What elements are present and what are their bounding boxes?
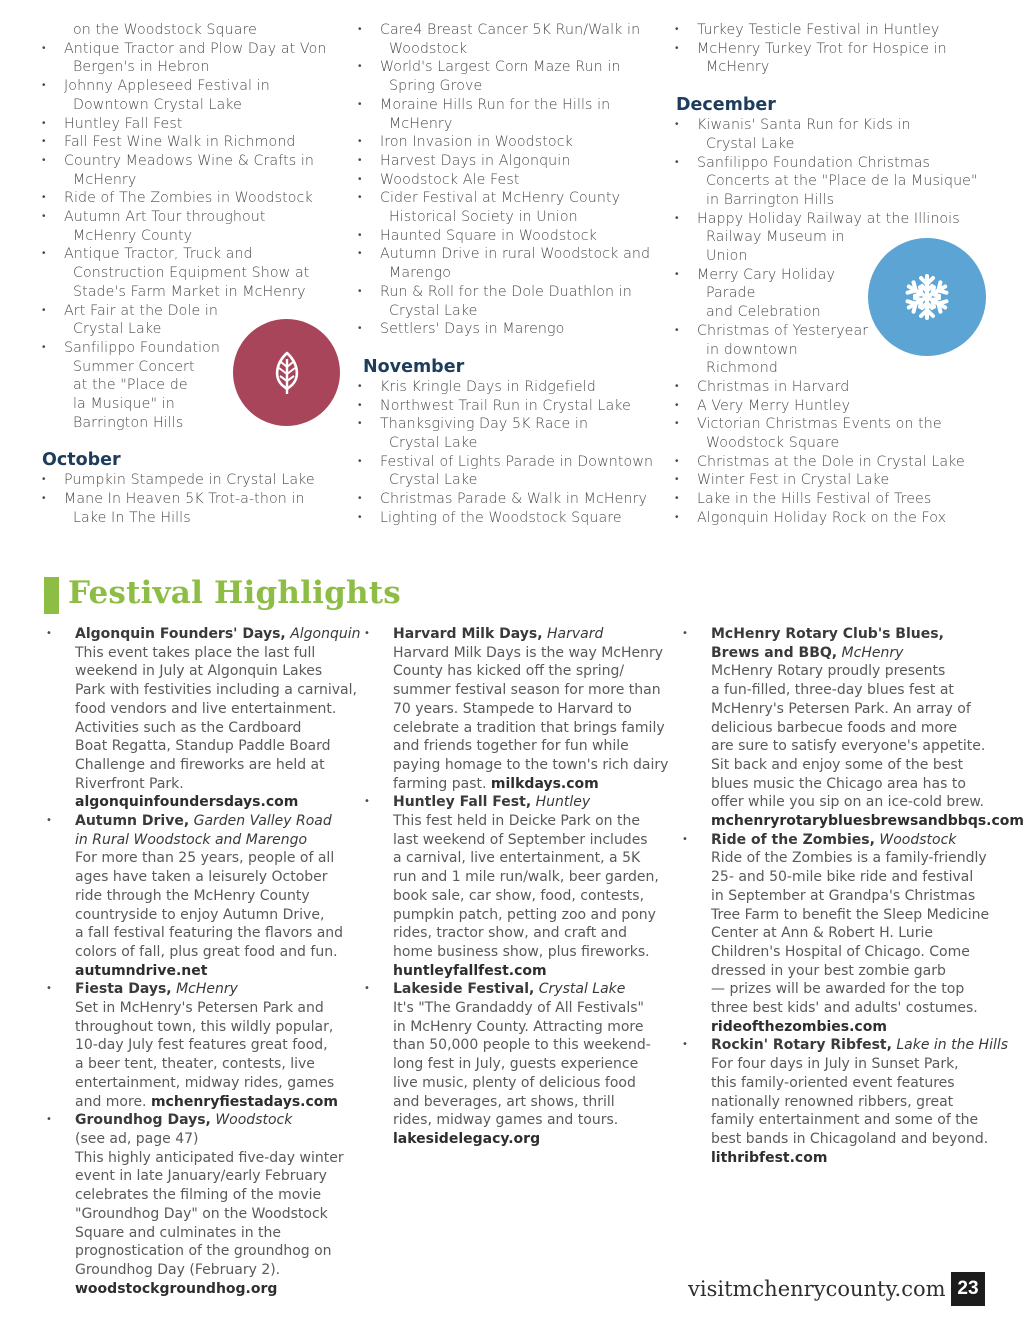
- event-item: Crystal Lake: [389, 302, 478, 319]
- festival-description: a fun-filled, three-day blues fest at: [711, 682, 954, 699]
- festival-description: This fest held in Deicke Park on the: [393, 813, 640, 830]
- festival-name: Autumn Drive,: [75, 813, 190, 830]
- event-item: in Barrington Hills: [706, 191, 835, 208]
- event-item: Construction Equipment Show at: [73, 265, 310, 282]
- festival-description: Tree Farm to benefit the Sleep Medicine: [711, 906, 990, 923]
- event-item: • Autumn Drive in rural Woodstock and: [358, 245, 668, 264]
- festival-description: Groundhog Day (February 2).: [75, 1261, 281, 1278]
- festival-description: weekend in July at Algonquin Lakes: [75, 663, 323, 680]
- event-item: McHenry: [73, 171, 137, 188]
- festival-description: live music, plenty of delicious food: [393, 1074, 636, 1091]
- festival-description: 70 years. Stampede to Harvard to: [393, 700, 632, 717]
- event-item: on the Woodstock Square: [73, 22, 257, 38]
- festival-description: book sale, car show, food, contests,: [393, 887, 645, 904]
- festival-description: McHenry's Petersen Park. An array of: [711, 700, 971, 717]
- event-item: Union: [706, 248, 748, 265]
- event-item: Barrington Hills: [73, 414, 184, 431]
- event-item: at the "Place de: [73, 377, 188, 394]
- festival-description: throughout town, this wildly popular,: [75, 1018, 334, 1035]
- event-item: • Christmas in Harvard: [675, 378, 995, 397]
- month-heading-october: October: [42, 450, 121, 471]
- highlight-item: [44, 980, 364, 1111]
- highlight-item: [680, 1036, 1010, 1167]
- footer-website: visitmchenrycounty.com: [688, 1277, 946, 1301]
- event-item: • Victorian Christmas Events on the: [675, 415, 995, 434]
- event-item: • Kris Kringle Days in Ridgefield: [358, 378, 668, 397]
- festival-description: in McHenry County. Attracting more: [393, 1018, 644, 1035]
- festival-name: Ride of the Zombies,: [711, 831, 875, 848]
- festival-description: this family-oriented event features: [711, 1074, 955, 1091]
- highlights-column-1: [44, 625, 364, 1298]
- festival-town: Woodstock: [215, 1112, 293, 1129]
- event-item: • Huntley Fall Fest: [42, 115, 362, 134]
- leaf-icon: [270, 351, 304, 395]
- event-item: • Settlers' Days in Marengo: [358, 320, 668, 339]
- festival-website-link: rideofthezombies.com: [711, 1018, 887, 1035]
- event-item: • Ride of The Zombies in Woodstock: [42, 189, 362, 208]
- event-item: • Sanfilippo Foundation: [42, 339, 362, 358]
- event-item: Woodstock Square: [706, 435, 840, 452]
- highlight-item: [362, 980, 682, 1148]
- events-column-2: [358, 21, 668, 528]
- festival-description: For four days in July in Sunset Park,: [711, 1056, 959, 1073]
- festival-description: delicious barbecue foods and more: [711, 719, 958, 736]
- festival-description: 10-day July fest features great food,: [75, 1037, 328, 1054]
- highlight-item: [362, 625, 682, 793]
- festival-description: ride through the McHenry County: [75, 887, 310, 904]
- festival-description: entertainment, midway rides, games: [75, 1074, 335, 1091]
- festival-description: a fall festival featuring the flavors and: [75, 925, 344, 942]
- festival-description: a beer tent, theater, contests, live: [75, 1056, 315, 1073]
- festival-town: McHenry: [176, 981, 238, 998]
- event-item: Summer Concert: [73, 358, 195, 375]
- event-item: • McHenry Turkey Trot for Hospice in: [675, 40, 995, 59]
- event-item: • Mane In Heaven 5K Trot-a-thon in: [42, 490, 362, 509]
- events-column-1: [42, 21, 362, 528]
- festival-description: rides, tractor show, and craft and: [393, 925, 627, 942]
- section-accent-bar: [44, 577, 59, 614]
- festival-name: Algonquin Founders' Days,: [75, 626, 286, 642]
- event-item: McHenry: [389, 115, 453, 132]
- festival-description: family entertainment and some of the: [711, 1112, 979, 1129]
- event-item: • Antique Tractor, Truck and: [42, 245, 362, 264]
- event-item: • Winter Fest in Crystal Lake: [675, 471, 995, 490]
- highlight-item: [44, 625, 364, 812]
- festival-description: and beverages, art shows, thrill: [393, 1093, 615, 1110]
- event-item: • Cider Festival at McHenry County: [358, 189, 668, 208]
- event-item: • Happy Holiday Railway at the Illinois: [675, 210, 995, 229]
- festival-description: Harvard Milk Days is the way McHenry: [393, 644, 664, 661]
- event-item: Railway Museum in: [706, 229, 845, 246]
- festival-website-link: milkdays.com: [490, 775, 599, 792]
- festival-website-link: mchenryrotarybluesbrewsandbbqs.com: [711, 813, 1024, 830]
- festival-description: farming past.: [393, 775, 487, 792]
- festival-description: last weekend of September includes: [393, 831, 648, 848]
- month-heading-november: November: [363, 356, 465, 377]
- highlights-list: [362, 625, 682, 1149]
- festival-name: Fiesta Days,: [75, 981, 172, 998]
- festival-website-link: lakesidelegacy.org: [393, 1130, 541, 1147]
- event-item: • Woodstock Ale Fest: [358, 171, 668, 190]
- november-events-list: [358, 378, 668, 528]
- festival-description: 25- and 50-mile bike ride and festival: [711, 869, 974, 886]
- festival-town: Crystal Lake: [538, 981, 626, 998]
- event-item: • Art Fair at the Dole in: [42, 302, 362, 321]
- festival-website-link: huntleyfallfest.com: [393, 962, 547, 979]
- festival-description: paying homage to the town's rich dairy: [393, 756, 669, 773]
- event-item: McHenry: [706, 59, 770, 76]
- event-item: Stade's Farm Market in McHenry: [73, 283, 306, 300]
- event-item: Concerts at the "Place de la Musique": [706, 173, 978, 190]
- event-item: • Sanfilippo Foundation Christmas: [675, 154, 995, 173]
- event-item: Crystal Lake: [389, 435, 478, 452]
- festival-description: run and 1 mile run/walk, beer garden,: [393, 869, 659, 886]
- event-item: • Harvest Days in Algonquin: [358, 152, 668, 171]
- event-item: • World's Largest Corn Maze Run in: [358, 58, 668, 77]
- festival-description: Riverfront Park.: [75, 775, 184, 792]
- event-item: • Run & Roll for the Dole Duathlon in: [358, 283, 668, 302]
- festival-description: celebrate a tradition that brings family: [393, 719, 665, 736]
- festival-description: than 50,000 people to this weekend-: [393, 1037, 651, 1054]
- festival-description: "Groundhog Day" on the Woodstock: [75, 1205, 328, 1222]
- event-item: • Lighting of the Woodstock Square: [358, 509, 668, 528]
- festival-description: event in late January/early February: [75, 1168, 327, 1185]
- month-heading-december: December: [676, 95, 776, 116]
- event-item: • Antique Tractor and Plow Day at Von: [42, 40, 362, 59]
- event-item: • Merry Cary Holiday: [675, 266, 995, 285]
- festival-town: in Rural Woodstock and Marengo: [75, 831, 308, 848]
- festival-description: ages have taken a leisurely October: [75, 869, 328, 886]
- festival-website-link: woodstockgroundhog.org: [75, 1280, 278, 1297]
- festival-town: Harvard: [547, 626, 604, 642]
- event-item: in downtown: [706, 341, 798, 358]
- page-number: 23: [951, 1272, 985, 1306]
- event-item: and Celebration: [706, 304, 821, 321]
- festival-description: prognostication of the groundhog on: [75, 1243, 332, 1260]
- festival-description: pumpkin patch, petting zoo and pony: [393, 906, 656, 923]
- festival-description: This event takes place the last full: [75, 644, 316, 661]
- highlights-list: [44, 625, 364, 1298]
- festival-description: rides, midway games and tours.: [393, 1112, 619, 1129]
- festival-description: nationally renowned ribbers, great: [711, 1093, 954, 1110]
- highlight-item: [680, 625, 1024, 831]
- event-item: Parade: [706, 285, 756, 302]
- festival-description: best bands in Chicagoland and beyond.: [711, 1130, 989, 1147]
- event-item: Crystal Lake: [706, 135, 795, 152]
- event-item: • Kiwanis' Santa Run for Kids in: [675, 116, 995, 135]
- festival-description: summer festival season for more than: [393, 682, 661, 699]
- festival-description: and friends together for fun while: [393, 738, 629, 755]
- festival-description: McHenry Rotary proudly presents: [711, 663, 946, 680]
- event-item: • Fall Fest Wine Walk in Richmond: [42, 133, 362, 152]
- festival-description: Park with festivities including a carnival,: [75, 682, 357, 699]
- festival-website-link: lithribfest.com: [711, 1149, 828, 1166]
- october-events-list: [42, 471, 362, 527]
- event-item: • Pumpkin Stampede in Crystal Lake: [42, 471, 362, 490]
- festival-description: long fest in July, guests experience: [393, 1056, 639, 1073]
- event-item: Crystal Lake: [73, 321, 162, 338]
- festival-description: Square and culminates in the: [75, 1224, 282, 1241]
- event-item: • Haunted Square in Woodstock: [358, 227, 668, 246]
- highlight-item: [680, 831, 1010, 1037]
- festival-name: Huntley Fall Fest,: [393, 794, 532, 811]
- highlights-list: [680, 625, 1024, 1167]
- event-item: • Care4 Breast Cancer 5K Run/Walk in: [358, 21, 668, 40]
- events-list: [675, 21, 995, 77]
- festival-name: Groundhog Days,: [75, 1112, 211, 1129]
- highlight-item: [44, 812, 364, 980]
- event-item: • A Very Merry Huntley: [675, 397, 995, 416]
- festival-description: Challenge and fireworks are held at: [75, 756, 325, 773]
- festival-description: Set in McHenry's Petersen Park and: [75, 1000, 324, 1017]
- highlights-column-2: [362, 625, 682, 1149]
- festival-town: Algonquin: [290, 626, 361, 642]
- festival-description: County has kicked off the spring/: [393, 663, 625, 680]
- festival-town: Lake in the Hills: [896, 1037, 1009, 1054]
- festival-description: colors of fall, plus great food and fun.: [75, 943, 338, 960]
- festival-description: in September at Grandpa's Christmas: [711, 887, 976, 904]
- festival-description: Children's Hospital of Chicago. Come: [711, 943, 970, 960]
- event-item: Woodstock: [389, 40, 468, 57]
- festival-town: Garden Valley Road: [193, 813, 332, 830]
- festival-description: For more than 25 years, people of all: [75, 850, 335, 867]
- event-item: McHenry County: [73, 227, 193, 244]
- festival-name: Harvard Milk Days,: [393, 626, 543, 642]
- event-item: • Johnny Appleseed Festival in: [42, 77, 362, 96]
- festival-description: Ride of the Zombies is a family-friendly: [711, 850, 987, 867]
- festival-description: It's "The Grandaddy of All Festivals": [393, 1000, 644, 1017]
- festival-highlights-title: Festival Highlights: [68, 575, 401, 611]
- event-item: • Christmas Parade & Walk in McHenry: [358, 490, 668, 509]
- snowflake-icon: [902, 272, 952, 322]
- events-list: [358, 21, 668, 339]
- festival-description: food vendors and live entertainment.: [75, 700, 337, 717]
- event-item: Historical Society in Union: [389, 209, 578, 226]
- festival-description: This highly anticipated five-day winter: [75, 1149, 344, 1166]
- highlights-column-3: [680, 625, 1024, 1167]
- event-item: Richmond: [706, 360, 778, 377]
- event-item: Spring Grove: [389, 78, 483, 95]
- festival-description: Center at Ann & Robert H. Lurie: [711, 925, 933, 942]
- festival-name: Brews and BBQ,: [711, 644, 838, 661]
- leaf-badge: [233, 319, 340, 426]
- festival-website-link: mchenryfiestadays.com: [150, 1093, 338, 1110]
- festival-description: three best kids' and adults' costumes.: [711, 1000, 978, 1017]
- festival-website-link: algonquinfoundersdays.com: [75, 794, 299, 811]
- festival-description: Activities such as the Cardboard: [75, 719, 302, 736]
- event-item: Marengo: [389, 265, 452, 282]
- highlight-item: [44, 1111, 364, 1298]
- event-item: • Festival of Lights Parade in Downtown: [358, 453, 668, 472]
- festival-name: McHenry Rotary Club's Blues,: [711, 626, 944, 642]
- event-item: • Christmas at the Dole in Crystal Lake: [675, 453, 995, 472]
- event-item: Lake In The Hills: [73, 509, 191, 526]
- event-item: • Autumn Art Tour throughout: [42, 208, 362, 227]
- event-item: • Turkey Testicle Festival in Huntley: [675, 21, 995, 40]
- event-item: la Musique" in: [73, 396, 175, 413]
- snowflake-badge: [868, 238, 986, 356]
- festival-description: are sure to satisfy everyone's appetite.: [711, 738, 986, 755]
- festival-description: blues music the Chicago area has to: [711, 775, 966, 792]
- event-item: • Country Meadows Wine & Crafts in: [42, 152, 362, 171]
- festival-description: (see ad, page 47): [75, 1130, 199, 1147]
- event-item: • Algonquin Holiday Rock on the Fox: [675, 509, 995, 528]
- event-item: • Thanksgiving Day 5K Race in: [358, 415, 668, 434]
- festival-website-link: autumndrive.net: [75, 962, 208, 979]
- event-item: • Moraine Hills Run for the Hills in: [358, 96, 668, 115]
- festival-town: Huntley: [535, 794, 591, 811]
- festival-description: — prizes will be awarded for the top: [711, 981, 965, 998]
- highlight-item: [362, 793, 682, 980]
- festival-description: Boat Regatta, Standup Paddle Board: [75, 738, 331, 755]
- festival-description: a carnival, live entertainment, a 5K: [393, 850, 641, 867]
- festival-description: countryside to enjoy Autumn Drive,: [75, 906, 325, 923]
- event-item: • Christmas of Yesteryear: [675, 322, 995, 341]
- festival-description: offer while you sip on an ice-cold brew.: [711, 794, 984, 811]
- event-item: • Northwest Trail Run in Crystal Lake: [358, 397, 668, 416]
- festival-name: Rockin' Rotary Ribfest,: [711, 1037, 892, 1054]
- festival-description: dressed in your best zombie garb: [711, 962, 946, 979]
- festival-town: McHenry: [841, 644, 904, 661]
- festival-description: home business show, plus fireworks.: [393, 943, 650, 960]
- event-item: • Iron Invasion in Woodstock: [358, 133, 668, 152]
- event-item: Bergen's in Hebron: [73, 59, 210, 76]
- event-item: Crystal Lake: [389, 472, 478, 489]
- festival-description: celebrates the filming of the movie: [75, 1187, 322, 1204]
- event-item: Downtown Crystal Lake: [73, 96, 242, 113]
- festival-description: and more.: [75, 1093, 147, 1110]
- event-item: • Lake in the Hills Festival of Trees: [675, 490, 995, 509]
- festival-name: Lakeside Festival,: [393, 981, 535, 998]
- festival-town: Woodstock: [879, 831, 957, 848]
- festival-description: Sit back and enjoy some of the best: [711, 756, 964, 773]
